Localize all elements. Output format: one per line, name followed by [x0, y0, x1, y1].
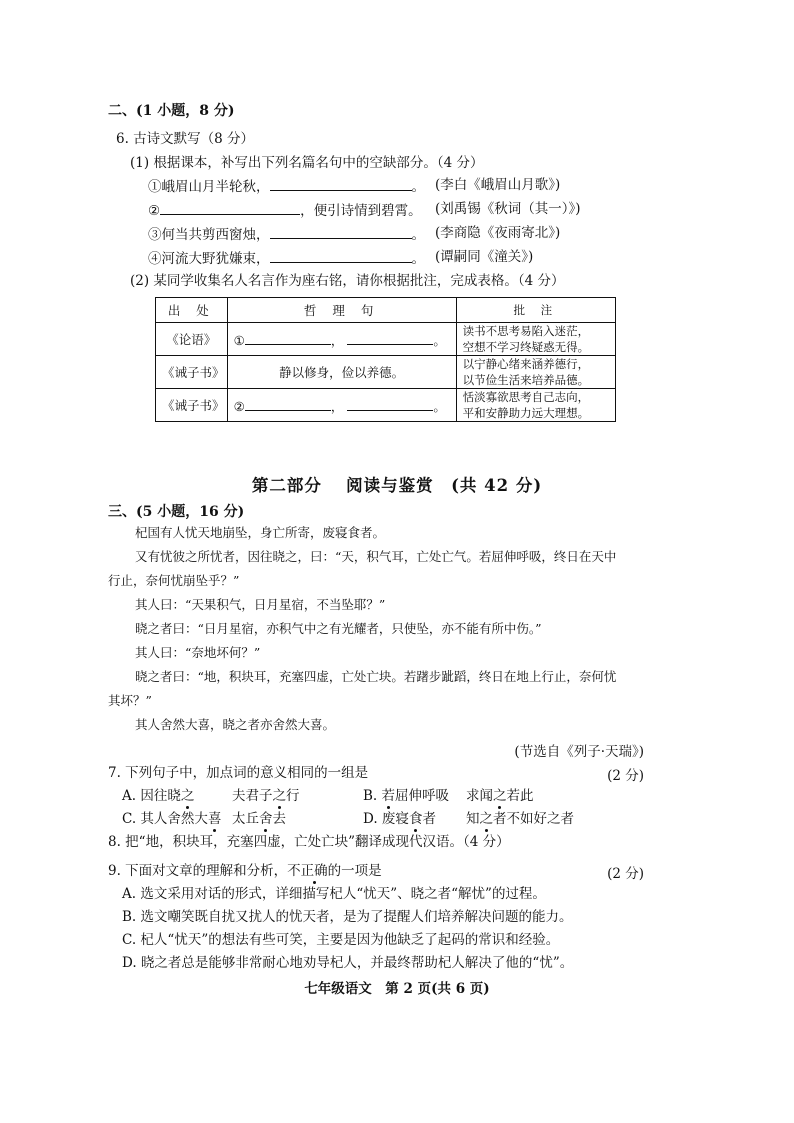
q9-stem: 9. 下面对文章的理解和分析，不正确的一项是 — [108, 863, 382, 879]
q7-option-d-right: 知之者不如好之者 — [466, 811, 574, 827]
answer-blank[interactable] — [270, 176, 412, 191]
poem-item-4: ④河流大野犹嫌束， 。 — [148, 248, 425, 268]
row-sentence: ① ， 。 — [227, 323, 456, 356]
q7-option-b-left: B. 若屈伸呼吸 — [363, 788, 450, 804]
q9-option-a: A. 选文采用对话的形式，详细描写杞人“忧天”、晓之者“解忧”的过程。 — [122, 886, 546, 902]
q7-option-a-right: 夫君子之行 — [232, 788, 300, 804]
q7-stem: 7. 下列句子中，加点词的意义相同的一组是 — [108, 765, 369, 781]
table-row — [156, 389, 616, 422]
q8-stem: 8. 把“地，积块耳，充塞四虚，亡处亡块”翻译成现代汉语。（4 分） — [108, 834, 510, 850]
passage-line: 杞国有人忧天地崩坠，身亡所寄，废寝食者。 — [135, 525, 386, 540]
motto-table — [155, 297, 616, 422]
table-header-row — [156, 298, 616, 323]
part2-title: 第二部分 阅读与鉴赏 (共 42 分) — [251, 476, 543, 495]
answer-blank[interactable] — [245, 396, 331, 411]
passage-line: 行止，奈何忧崩坠乎？” — [108, 573, 240, 588]
row-source: 《论语》 — [156, 323, 228, 356]
answer-blank[interactable] — [347, 330, 433, 345]
page-footer: 七年级语文 第 2 页(共 6 页) — [304, 981, 490, 997]
q7-option-c-left: C. 其人舍然大喜 — [122, 811, 222, 827]
q9-score: (2 分) — [607, 866, 644, 882]
q7-score: (2 分) — [607, 768, 644, 784]
passage-line: 其人舍然大喜，晓之者亦舍然大喜。 — [135, 717, 336, 732]
q9-option-c: C. 杞人“忧天”的想法有些可笑，主要是因为他缺乏了起码的常识和经验。 — [122, 932, 560, 948]
passage-source: (节选自《列子·天瑞》) — [514, 744, 644, 760]
passage-line: 晓之者曰：“地，积块耳，充塞四虚，亡处亡块。若躇步跐蹈，终日在地上行止，奈何忧 — [135, 669, 617, 684]
row-note: 读书不思考易陷入迷茫， 空想不学习终疑惑无得。 — [456, 323, 615, 356]
table-header-note: 批 注 — [456, 298, 615, 323]
q9-option-b: B. 选文嘲笑既自扰又扰人的忧天者，是为了提醒人们培养解决问题的能力。 — [122, 909, 573, 925]
answer-blank[interactable] — [347, 396, 433, 411]
passage-line: 晓之者曰：“日月星宿，亦积气中之有光耀者，只使坠，亦不能有所中伤。” — [135, 621, 542, 636]
table-row — [156, 356, 616, 389]
passage-line: 又有忧彼之所忧者，因往晓之，曰：“天，积气耳，亡处亡气。若屈伸呼吸，终日在天中 — [135, 549, 617, 564]
poem-source-3: (李商隐《夜雨寄北》) — [435, 225, 561, 241]
q7-option-a-left: A. 因往晓之 — [122, 788, 195, 804]
q9-option-d: D. 晓之者总是能够非常耐心地劝导杞人，并最终帮助杞人解决了他的“忧”。 — [122, 955, 574, 971]
passage-line: 其坏？” — [108, 693, 152, 708]
poem-source-4: (谭嗣同《潼关》) — [435, 249, 534, 265]
table-header-source: 出 处 — [156, 298, 228, 323]
passage-line: 其人曰：“奈地坏何？” — [135, 645, 261, 660]
q7-option-c-right: 太丘舍去 — [232, 811, 286, 827]
row-note: 以宁静心绪来涵养德行， 以节俭生活来培养品德。 — [456, 356, 615, 389]
answer-blank[interactable] — [245, 330, 331, 345]
row-source: 《诫子书》 — [156, 389, 228, 422]
poem-source-2: (刘禹锡《秋词（其一）》) — [435, 201, 581, 217]
poem-item-1: ①峨眉山月半轮秋， 。 — [148, 176, 425, 196]
poem-item-2: ② ，便引诗情到碧霄。 — [148, 200, 422, 220]
passage-line: 其人曰：“天果积气，日月星宿，不当坠耶？” — [135, 597, 386, 612]
q6-part2: (2) 某同学收集名人名言作为座右铭，请你根据批注，完成表格。（4 分） — [130, 273, 565, 289]
row-sentence: 静以修身，俭以养德。 — [227, 356, 456, 389]
q7-option-b-right: 求闻之若此 — [466, 788, 534, 804]
answer-blank[interactable] — [270, 224, 412, 239]
table-header-sentence: 哲 理 句 — [227, 298, 456, 323]
answer-blank[interactable] — [160, 200, 300, 215]
q6-part1: (1) 根据课本，补写出下列名篇名句中的空缺部分。（4 分） — [130, 155, 484, 171]
row-note: 恬淡寡欲思考自己志向， 平和安静助力远大理想。 — [456, 389, 615, 422]
poem-item-3: ③何当共剪西窗烛， 。 — [148, 224, 425, 244]
row-source: 《诫子书》 — [156, 356, 228, 389]
row-sentence: ② ， 。 — [227, 389, 456, 422]
answer-blank[interactable] — [270, 248, 412, 263]
q7-option-d-left: D. 废寝食者 — [363, 811, 436, 827]
section3-header: 三、(5 小题，16 分) — [108, 504, 245, 520]
table-row — [156, 323, 616, 356]
section2-header: 二、(1 小题，8 分) — [108, 103, 235, 119]
q6-title: 6. 古诗文默写（8 分） — [116, 131, 255, 147]
poem-source-1: (李白《峨眉山月歌》) — [435, 177, 561, 193]
